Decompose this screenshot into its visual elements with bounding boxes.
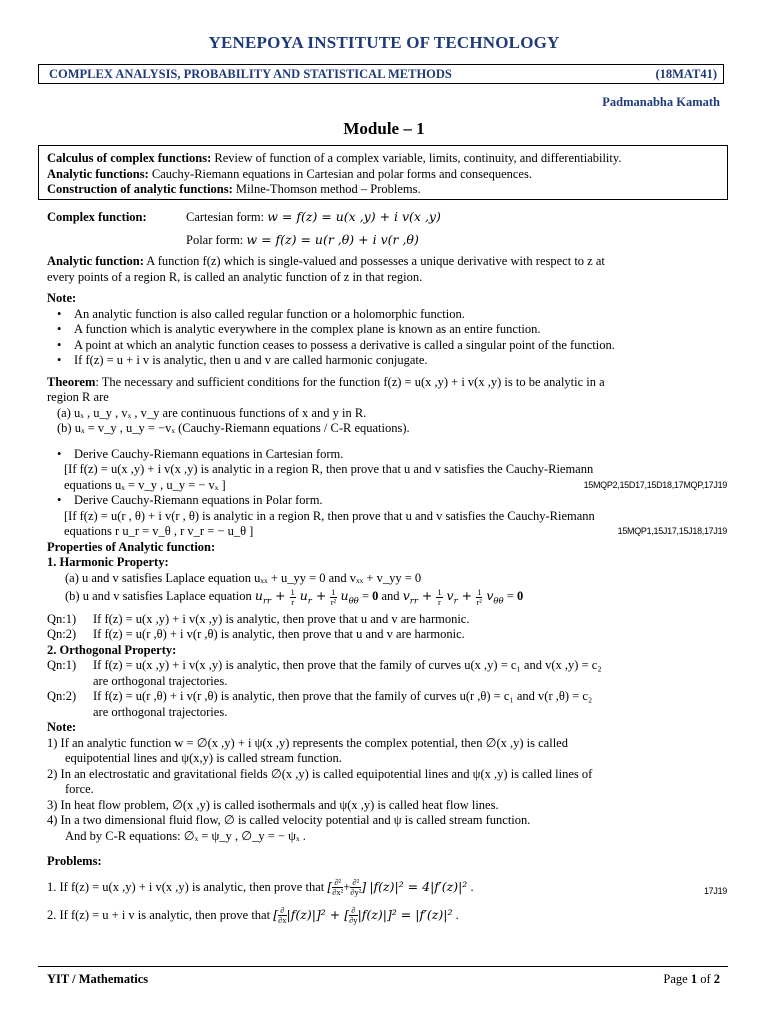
theorem-condition-a: (a) uₓ , u_y , vₓ , v_y are continuous functions of x and y in R. (57, 405, 367, 420)
properties-title: Properties of Analytic function: (47, 539, 216, 554)
syllabus-line: Calculus of complex functions: Review of function of a complex variable, limits, continuity, and differentiability. (47, 151, 622, 165)
problems-title: Problems: (47, 854, 102, 868)
exam-tag: 17J19 (703, 885, 727, 896)
list-item: • If f(z) = u + i v is analytic, then u and v are called harmonic conjugate. (47, 353, 727, 369)
note-item-cont: equipotential lines and ψ(x,y) is called stream function. (65, 751, 342, 765)
syllabus-box (38, 145, 728, 200)
note-title: Note: (47, 720, 77, 734)
exam-tag: 15MQP1,15J17,15J18,17J19 (617, 526, 727, 536)
footer-divider (38, 966, 728, 967)
course-code: (18MAT41) (655, 67, 717, 81)
footer-left: YIT / Mathematics (47, 972, 149, 986)
module-title: Module – 1 (343, 119, 425, 138)
harmonic-property-title: 1. Harmonic Property: (47, 555, 169, 569)
course-header-box (38, 64, 724, 84)
note-item-cont: force. (65, 782, 94, 796)
orthogonal-question-cont: are orthogonal trajectories. (93, 704, 228, 719)
complex-function-cartesian: Complex function: Cartesian form: w = f(z) = u(x ,y) + i v(x ,y) (47, 209, 441, 224)
problem-item: 2. If f(z) = u + i v is analytic, then prove that [ $\frac{\partial}{\partial x}$ |f(z)|]² + [ $\frac{\partial}{\partial y}$ |f(z)|]² = |f′(z)|² . (47, 905, 459, 926)
orthogonal-question: Qn:1) If f(z) = u(x ,y) + i v(x ,y) is analytic, then prove that the family of curves u(x ,y) = c₁ and v(x ,y) = c₂ (47, 658, 602, 672)
list-item: • Derive Cauchy-Riemann equations in Cartesian form. [If f(z) = u(x ,y) + i v(x ,y) is analytic in a region R, then prove that u and v satisfies the Cauchy-Riemann equations uₓ = v_y , u_y = − vₓ ] 15MQP2,15D17,15D18,17MQP,17J19 (47, 447, 727, 494)
syllabus-line: Construction of analytic functions: Milne-Thomson method – Problems. (47, 182, 421, 196)
theorem-line-cont: region R are (47, 390, 109, 404)
complex-function-polar: Polar form: w = f(z) = u(r ,θ) + i v(r ,θ) (186, 231, 419, 247)
author-name: Padmanabha Kamath (602, 95, 720, 109)
analytic-definition-cont: every points of a region R, is called an analytic function of z in that region. (47, 269, 423, 284)
note-item: 3) In heat flow problem, ∅(x ,y) is called isothermals and ψ(x ,y) is called heat flow lines. (47, 797, 499, 812)
harmonic-a: (a) u and v satisfies Laplace equation uₓₓ + u_yy = 0 and vₓₓ + v_yy = 0 (65, 570, 422, 585)
list-item: • A point at which an analytic function ceases to possess a derivative is called a singular point of the function. (47, 338, 727, 354)
page-number: Page 1 of 2 (663, 972, 720, 986)
list-item: • Derive Cauchy-Riemann equations in Polar form. [If f(z) = u(r , θ) + i v(r , θ) is analytic in a region R, then prove that u and v satisfies the Cauchy-Riemann equations r u_r = v_θ , r v_r = − u_θ ] 15MQP1,15J17,15J18,17J19 (47, 493, 727, 540)
orthogonal-property-title: 2. Orthogonal Property: (47, 642, 177, 657)
note-item: 4) In a two dimensional fluid flow, ∅ is called velocity potential and ψ is called stream function. (47, 813, 531, 827)
harmonic-question: Qn:2) If f(z) = u(r ,θ) + i v(r ,θ) is analytic, then prove that u and v are harmonic. (47, 627, 465, 641)
orthogonal-question-cont: are orthogonal trajectories. (93, 673, 228, 688)
list-item: • An analytic function is also called regular function or a holomorphic function. (47, 307, 727, 323)
note-item: And by C-R equations: ∅ₓ = ψ_y , ∅_y = − ψₓ . (65, 828, 306, 843)
orthogonal-question: Qn:2) If f(z) = u(r ,θ) + i v(r ,θ) is analytic, then prove that the family of curves u(r ,θ) = c₁ and v(r ,θ) = c₂ (47, 689, 593, 703)
list-item: • A function which is analytic everywhere in the complex plane is known as an entire function. (47, 322, 727, 338)
theorem-line: Theorem: The necessary and sufficient conditions for the function f(z) = u(x ,y) + i v(x ,y) is to be analytic in a (47, 374, 605, 389)
note-title: Note: (47, 291, 77, 305)
analytic-definition: Analytic function: A function f(z) which is single-valued and possesses a unique derivative with respect to z at (47, 254, 605, 268)
problem-item: 1. If f(z) = u(x ,y) + i v(x ,y) is analytic, then prove that [ $\frac{\text{∂²}}{\text{∂x²}}$ + $\frac{\text{∂²}}{\text{∂y²}}$ ] |f(z)|² = 4|f′(z)|² . 17J19 (47, 876, 727, 898)
note-item: 2) In an electrostatic and gravitational fields ∅(x ,y) is called equipotential lines and ψ(x ,y) is called lines of (47, 766, 593, 781)
harmonic-b: (b) u and v satisfies Laplace equation $u_{rr}$ + $\frac{1}{r}$ $u_r$ + $\frac{1}{\text{r²}}$ $u_{\theta\theta} = 0$ and $v_{rr}$ + $\frac{1}{r}$ $v_r$ + $\frac{1}{\text{r²}}$ $v_{\theta\theta} = 0$ (65, 586, 524, 607)
derive-list (47, 447, 727, 540)
institute-title: YENEPOYA INSTITUTE OF TECHNOLOGY (208, 33, 560, 52)
theorem-condition-b: (b) uₓ = v_y , u_y = −vₓ (Cauchy-Riemann equations / C-R equations). (57, 421, 410, 435)
exam-tag: 15MQP2,15D17,15D18,17MQP,17J19 (583, 479, 727, 490)
content-body (47, 209, 727, 926)
note-item: 1) If an analytic function w = ∅(x ,y) + i ψ(x ,y) represents the complex potential, then ∅(x ,y) is called (47, 735, 568, 750)
note-list (47, 307, 727, 369)
harmonic-question: Qn:1) If f(z) = u(x ,y) + i v(x ,y) is analytic, then prove that u and v are harmonic. (47, 611, 470, 626)
syllabus-line: Analytic functions: Cauchy-Riemann equations in Cartesian and polar forms and consequences. (47, 166, 532, 181)
course-title: COMPLEX ANALYSIS, PROBABILITY AND STATISTICAL METHODS (49, 67, 452, 81)
